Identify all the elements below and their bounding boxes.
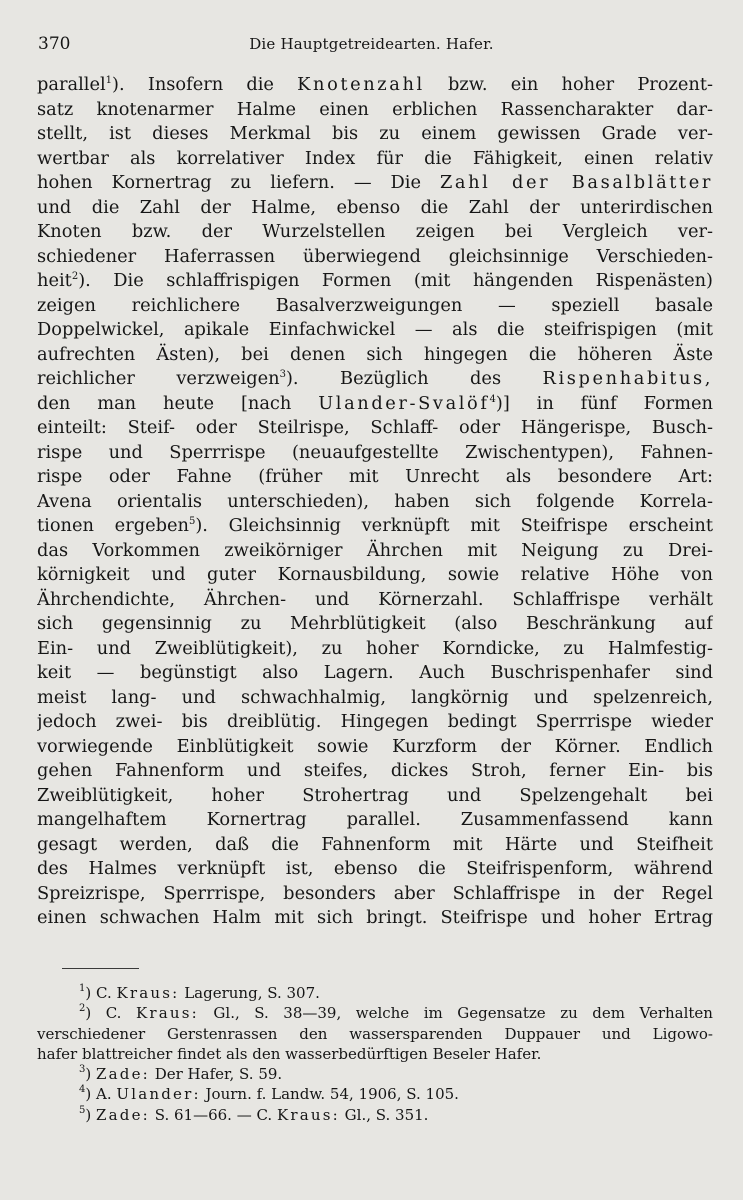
text-line: rispe oder Fahne (früher mit Unrecht als besondere Art: [37,466,713,487]
text-line: das Vorkommen zweikörniger Ährchen mit Neigung zu Drei- [37,539,713,561]
text-line: parallel$^1$). Insofern die Knotenzahl bzw. ein hoher Prozent- [37,74,713,95]
text-line: stellt, ist dieses Merkmal bis zu einem gewissen Grade ver- [37,123,713,144]
footnote-3: $^3$) Zade: Der Hafer, S. 59. [79,1064,283,1084]
text-line: mangelhaftem Kornertrag parallel. Zusammenfassend kann [37,809,713,830]
text-line: jedoch zwei- bis dreiblütig. Hingegen bedingt Sperrrispe wieder [37,711,713,732]
text-line: zeigen reichlichere Basalverzweigungen — speziell basale [37,294,713,316]
text-line: Zweiblütigkeit, hoher Strohertrag und Spelzengehalt bei [37,784,713,806]
text-line: heit$^2$). Die schlaffrispigen Formen (mit hängenden Rispenästen) [37,270,713,291]
text-line: und die Zahl der Halme, ebenso die Zahl der unterirdischen [37,196,713,218]
text-line: aufrechten Ästen), bei denen sich hingegen die höheren Äste [37,343,713,365]
text-line: einteilt: Steif- oder Steilrispe, Schlaff- oder Hängerispe, Busch- [37,417,713,438]
footnote-ref: 2 [71,271,79,282]
footnotes [37,983,713,1125]
text-line: wertbar als korrelativer Index für die Fähigkeit, einen relativ [37,147,713,169]
footnote-2-continued: verschiedener Gerstenrassen den wassersparenden Duppauer und Ligowo- [37,1024,713,1043]
footnote-ref: 1 [105,75,113,86]
text-line: Doppelwickel, apikale Einfachwickel — als die steifrispigen (mit [37,319,713,340]
text-line: rispe und Sperrrispe (neuaufgestellte Zwischentypen), Fahnen- [37,441,713,463]
footnote-ref: 5 [188,516,196,527]
text-line: tionen ergeben$^5$). Gleichsinnig verknüpft mit Steifrispe erscheint [37,515,713,536]
text-line: Ährchendichte, Ährchen- und Körnerzahl. Schlaffrispe verhält [37,588,713,610]
page-number: 370 [38,34,71,54]
footnote-2-continued: hafer blattreicher findet als den wasserbedürftigen Beseler Hafer. [37,1044,542,1063]
text-line: Avena orientalis unterschieden), haben sich folgende Korrela- [37,490,713,512]
text-line: vorwiegende Einblütigkeit sowie Kurzform der Körner. Endlich [37,735,713,757]
footnote-divider [62,968,139,969]
text-line: Spreizrispe, Sperrrispe, besonders aber Schlaffrispe in der Regel [37,882,713,904]
footnote-5: $^5$) Zade: S. 61—66. — C. Kraus: Gl., S. 351. [79,1104,429,1124]
text-line: des Halmes verknüpft ist, ebenso die Steifrispenform, während [37,858,713,879]
text-line: körnigkeit und guter Kornausbildung, sowie relative Höhe von [37,564,713,585]
text-line: satz knotenarmer Halme einen erblichen Rassencharakter dar- [37,98,713,120]
footnote-1: $^1$) C. Kraus: Lagerung, S. 307. [79,983,320,1002]
footnote-4: $^4$) A. Ulander: Journ. f. Landw. 54, 1906, S. 105. [79,1084,459,1104]
text-line: meist lang- und schwachhalmig, langkörnig und spelzenreich, [37,686,713,708]
text-line: Ein- und Zweiblütigkeit), zu hoher Korndicke, zu Halmfestig- [37,637,713,659]
body-text [37,73,713,931]
text-line: keit — begünstigt also Lagern. Auch Buschrispenhafer sind [37,662,713,683]
text-line: gesagt werden, daß die Fahnenform mit Härte und Steifheit [37,833,713,855]
text-line: Knoten bzw. der Wurzelstellen zeigen bei Vergleich ver- [37,221,713,242]
text-line: einen schwachen Halm mit sich bringt. Steifrispe und hoher Ertrag [37,907,713,928]
text-line: gehen Fahnenform und steifes, dickes Stroh, ferner Ein- bis [37,760,713,781]
text-line: sich gegensinnig zu Mehrblütigkeit (also Beschränkung auf [37,613,713,634]
text-line: hohen Kornertrag zu liefern. — Die Zahl der Basalblätter [37,172,713,193]
footnote-ref: 3 [279,369,286,380]
page-header [38,30,705,58]
text-line: reichlicher verzweigen$^3$). Bezüglich des Rispenhabitus, [37,368,713,389]
footnote-2: $^2$) C. Kraus: Gl., S. 38—39, welche im Gegensatze zu dem Verhalten [79,1003,713,1023]
text-line: schiedener Haferrassen überwiegend gleichsinnige Verschieden- [37,245,713,267]
footnote-ref: 4 [489,393,496,405]
running-title: Die Hauptgetreidearten. Hafer. [249,35,494,53]
text-line: den man heute [nach Ulander-Svalöf$^4$)] in fünf Formen [37,392,713,414]
